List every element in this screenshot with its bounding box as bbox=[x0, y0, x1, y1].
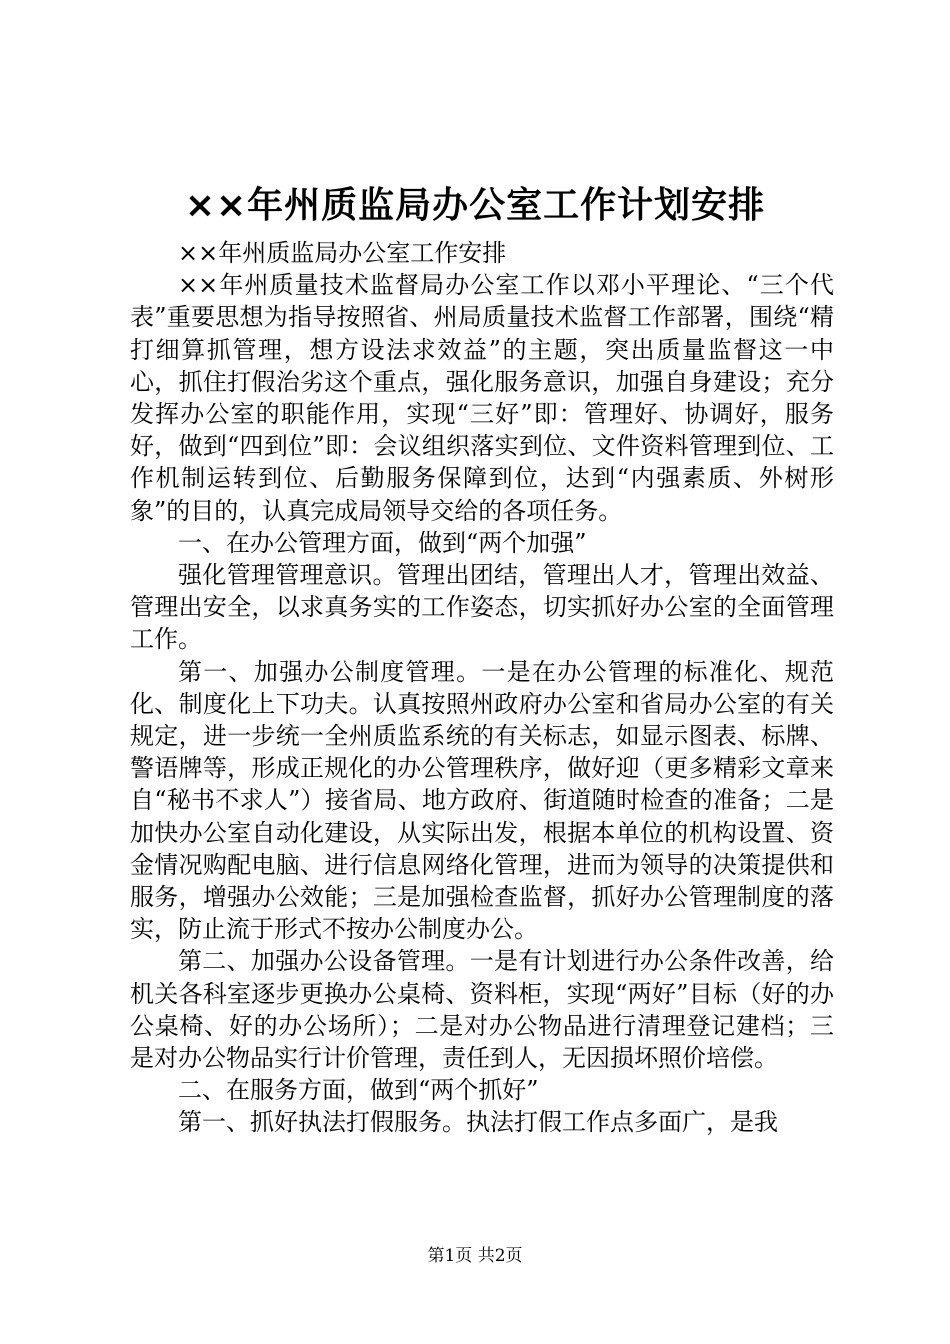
intro-paragraph: ××年州质量技术监督局办公室工作以邓小平理论、“三个代表”重要思想为指导按照省、州局质量技术监督工作部署，围绕“精打细算抓管理，想方设法求效益”的主题，突出质量监督这一中心，抓住打假治劣这个重点，强化服务意识，加强自身建设；充分发挥办公室的职能作用，实现“三好”即：管理好、协调好，服务好，做到“四到位”即：会议组织落实到位、文件资料管理到位、工作机制运转到位、后勤服务保障到位，达到“内强素质、外树形象”的目的，认真完成局领导交给的各项任务。 bbox=[130, 271, 834, 525]
body-paragraph: 强化管理管理意识。管理出团结，管理出人才，管理出效益、管理出安全，以求真务实的工作姿态，切实抓好办公室的全面管理工作。 bbox=[130, 561, 834, 654]
document-title: ××年州质监局办公室工作计划安排 bbox=[184, 185, 766, 226]
body-paragraph: 第二、加强办公设备管理。一是有计划进行办公条件改善，给机关各科室逐步更换办公桌椅、资料柜，实现“两好”目标（好的办公桌椅、好的办公场所）；二是对办公物品进行清理登记建档；三是对办公物品实行计价管理，责任到人，无因损坏照价培偿。 bbox=[130, 947, 834, 1073]
page-footer: 第1页 共2页 bbox=[427, 1246, 523, 1266]
section-heading-1: 一、在办公管理方面，做到“两个加强” bbox=[178, 528, 587, 557]
document-body bbox=[130, 237, 834, 1139]
subtitle-paragraph: ××年州质监局办公室工作安排 bbox=[178, 239, 507, 267]
body-paragraph: 第一、抓好执法打假服务。执法打假工作点多面广，是我 bbox=[178, 1108, 778, 1137]
section-heading-2: 二、在服务方面，做到“两个抓好” bbox=[178, 1076, 539, 1105]
body-paragraph: 第一、加强办公制度管理。一是在办公管理的标准化、规范化、制度化上下功夫。认真按照州政府办公室和省局办公室的有关规定，进一步统一全州质监系统的有关标志，如显示图表、标牌、警语牌等，形成正规化的办公管理秩序，做好迎（更多精彩文章来自“秘书不求人”）接省局、地方政府、街道随时检查的准备；二是加快办公室自动化建设，从实际出发，根据本单位的机构设置、资金情况购配电脑、进行信息网络化管理，进而为领导的决策提供和服务，增强办公效能；三是加强检查监督，抓好办公管理制度的落实，防止流于形式不按办公制度办公。 bbox=[130, 657, 834, 944]
